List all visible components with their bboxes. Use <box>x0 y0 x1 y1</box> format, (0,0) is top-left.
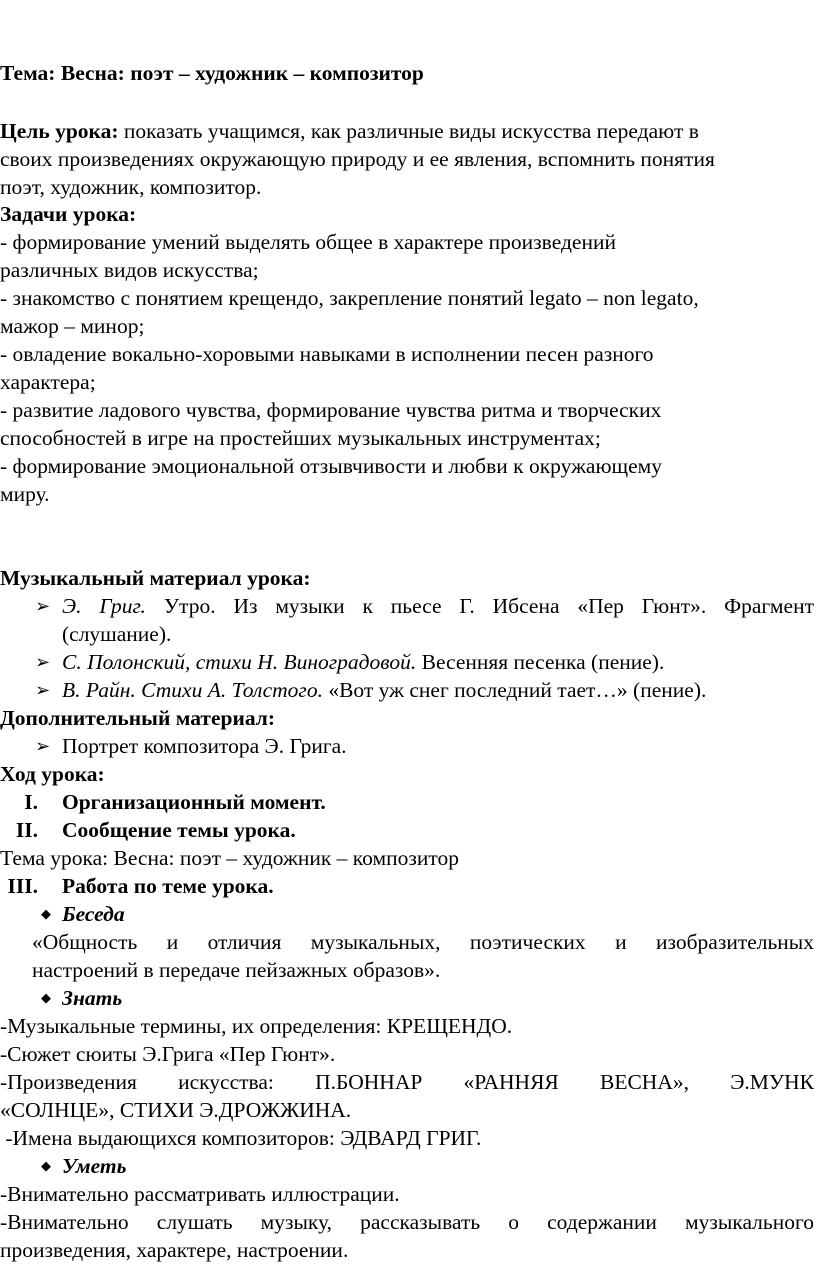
theme-text: Весна: поэт – художник – композитор <box>60 61 424 85</box>
goal-line-2: своих произведениях окружающую природу и ее явления, вспомнить понятия <box>0 147 715 171</box>
tasks-line: - формирование эмоциональной отзывчивости и любви к окружающему <box>0 454 662 478</box>
able-line: -Внимательно слушать музыку, рассказывать о содержании музыкального <box>0 1210 814 1234</box>
course-heading: Ход урока: <box>0 762 105 786</box>
tasks-line: миру. <box>0 482 50 506</box>
goal-label: Цель урока: <box>0 119 119 143</box>
know-line: -Имена выдающихся композиторов: ЭДВАРД ГРИГ. <box>0 1126 482 1150</box>
tasks-line: - формирование умений выделять общее в характере произведений <box>0 230 616 254</box>
music-item-author: Э. Григ. <box>62 594 146 618</box>
theme-label: Тема: <box>0 61 56 85</box>
step-number: II. <box>15 818 38 842</box>
music-item-author: С. Полонский, стихи Н. Виноградовой. <box>62 650 417 674</box>
conversation-heading: Беседа <box>62 902 125 926</box>
music-item-3 <box>62 676 814 704</box>
music-item-1 <box>62 592 814 620</box>
music-item-text: Утро. Из музыки к пьесе Г. Ибсена «Пер Гюнт». Фрагмент <box>163 594 814 618</box>
goal-line-1 <box>0 117 816 145</box>
step-number: III. <box>7 874 38 898</box>
tasks-line: - знакомство с понятием крещендо, закрепление понятий legato – non legato, <box>0 286 699 310</box>
arrow-bullet-icon: ➢ <box>35 736 51 756</box>
tasks-line: различных видов искусства; <box>0 258 259 282</box>
step-title: Работа по теме урока. <box>62 874 274 898</box>
arrow-bullet-icon: ➢ <box>35 652 51 672</box>
tasks-line: способностей в игре на простейших музыкальных инструментах; <box>0 426 601 450</box>
music-item-2 <box>62 648 814 676</box>
arrow-bullet-icon: ➢ <box>35 596 51 616</box>
diamond-bullet-icon: ◆ <box>41 990 51 1005</box>
tasks-heading: Задачи урока: <box>0 202 137 226</box>
know-heading: Знать <box>62 986 123 1010</box>
tasks-line: характера; <box>0 370 96 394</box>
conversation-line-1: «Общность и отличия музыкальных, поэтических и изобразительных <box>32 930 814 954</box>
able-line: произведения, характере, настроении. <box>0 1238 349 1262</box>
music-item-author: В. Райн. Стихи А. Толстого. <box>62 678 323 702</box>
step-title: Организационный момент. <box>62 790 326 814</box>
able-line: -Внимательно рассматривать иллюстрации. <box>0 1182 400 1206</box>
know-line: -Музыкальные термины, их определения: КРЕЩЕНДО. <box>0 1014 513 1038</box>
course-theme-line: Тема урока: Весна: поэт – художник – композитор <box>0 846 459 870</box>
music-item-1-cont: (слушание). <box>62 622 172 646</box>
tasks-line: - овладение вокально-хоровыми навыками в исполнении песен разного <box>0 342 654 366</box>
able-heading: Уметь <box>62 1154 127 1178</box>
extra-item: Портрет композитора Э. Грига. <box>62 734 347 758</box>
theme-line <box>0 59 816 87</box>
music-item-text: «Вот уж снег последний тает…» (пение). <box>328 678 707 702</box>
diamond-bullet-icon: ◆ <box>41 1158 51 1173</box>
step-title: Сообщение темы урока. <box>62 818 296 842</box>
know-line: -Произведения искусства: П.БОННАР «РАННЯЯ ВЕСНА», Э.МУНК <box>0 1070 814 1094</box>
goal-text-1: показать учащимся, как различные виды искусства передают в <box>123 119 699 143</box>
arrow-bullet-icon: ➢ <box>35 680 51 700</box>
music-item-text: Весенняя песенка (пение). <box>421 650 665 674</box>
conversation-line-2: настроений в передаче пейзажных образов». <box>32 958 441 982</box>
diamond-bullet-icon: ◆ <box>41 906 51 921</box>
step-number: I. <box>24 790 38 814</box>
extra-heading: Дополнительный материал: <box>0 706 276 730</box>
goal-line-3: поэт, художник, композитор. <box>0 175 262 199</box>
tasks-line: - развитие ладового чувства, формирование чувства ритма и творческих <box>0 398 662 422</box>
music-heading: Музыкальный материал урока: <box>0 566 311 590</box>
know-line: -Сюжет сюиты Э.Грига «Пер Гюнт». <box>0 1042 336 1066</box>
know-line: «СОЛНЦЕ», СТИХИ Э.ДРОЖЖИНА. <box>0 1098 352 1122</box>
tasks-line: мажор – минор; <box>0 314 145 338</box>
